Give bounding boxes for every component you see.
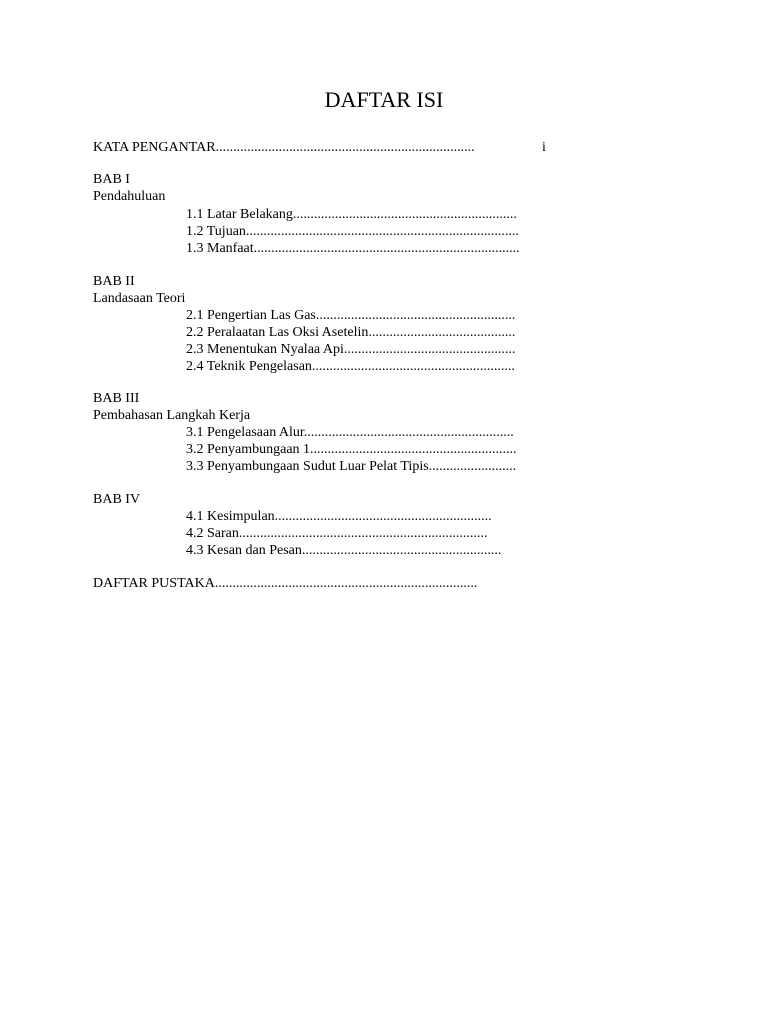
toc-item: 1.1 Latar Belakang................................................................ [186, 207, 517, 222]
chapter-heading-1: BAB I [93, 172, 130, 187]
chapter-heading-2: BAB II [93, 274, 135, 289]
toc-item: 2.2 Peralaatan Las Oksi Asetelin.......................................... [186, 325, 516, 340]
toc-item: 1.2 Tujuan.............................................................................. [186, 224, 519, 239]
chapter-heading-3: BAB III [93, 391, 140, 406]
chapter-name-2: Landasaan Teori [93, 291, 186, 306]
toc-daftar-pustaka: DAFTAR PUSTAKA........................................................................... [93, 576, 478, 591]
toc-item: 3.3 Penyambungaan Sudut Luar Pelat Tipis......................... [186, 459, 517, 474]
toc-kata-pengantar: KATA PENGANTAR.......................................................................... [93, 140, 475, 155]
toc-item: 4.1 Kesimpulan.............................................................. [186, 509, 492, 524]
page-title: DAFTAR ISI [324, 87, 444, 112]
chapter-name-3: Pembahasan Langkah Kerja [93, 408, 251, 423]
toc-item: 1.3 Manfaat............................................................................ [186, 241, 520, 256]
toc-item: 4.3 Kesan dan Pesan......................................................... [186, 543, 502, 558]
chapter-heading-4: BAB IV [93, 492, 141, 507]
toc-item: 3.1 Pengelasaan Alur............................................................ [186, 425, 514, 440]
toc-item: 3.2 Penyambungaan 1........................................................... [186, 442, 517, 457]
toc-item: 4.2 Saran....................................................................... [186, 526, 488, 541]
toc-item: 2.4 Teknik Pengelasan.......................................................... [186, 359, 515, 374]
toc-item: 2.1 Pengertian Las Gas......................................................... [186, 308, 516, 323]
chapter-name-1: Pendahuluan [93, 189, 166, 204]
toc-page-number: i [542, 140, 546, 155]
toc-item: 2.3 Menentukan Nyalaa Api................................................. [186, 342, 516, 357]
